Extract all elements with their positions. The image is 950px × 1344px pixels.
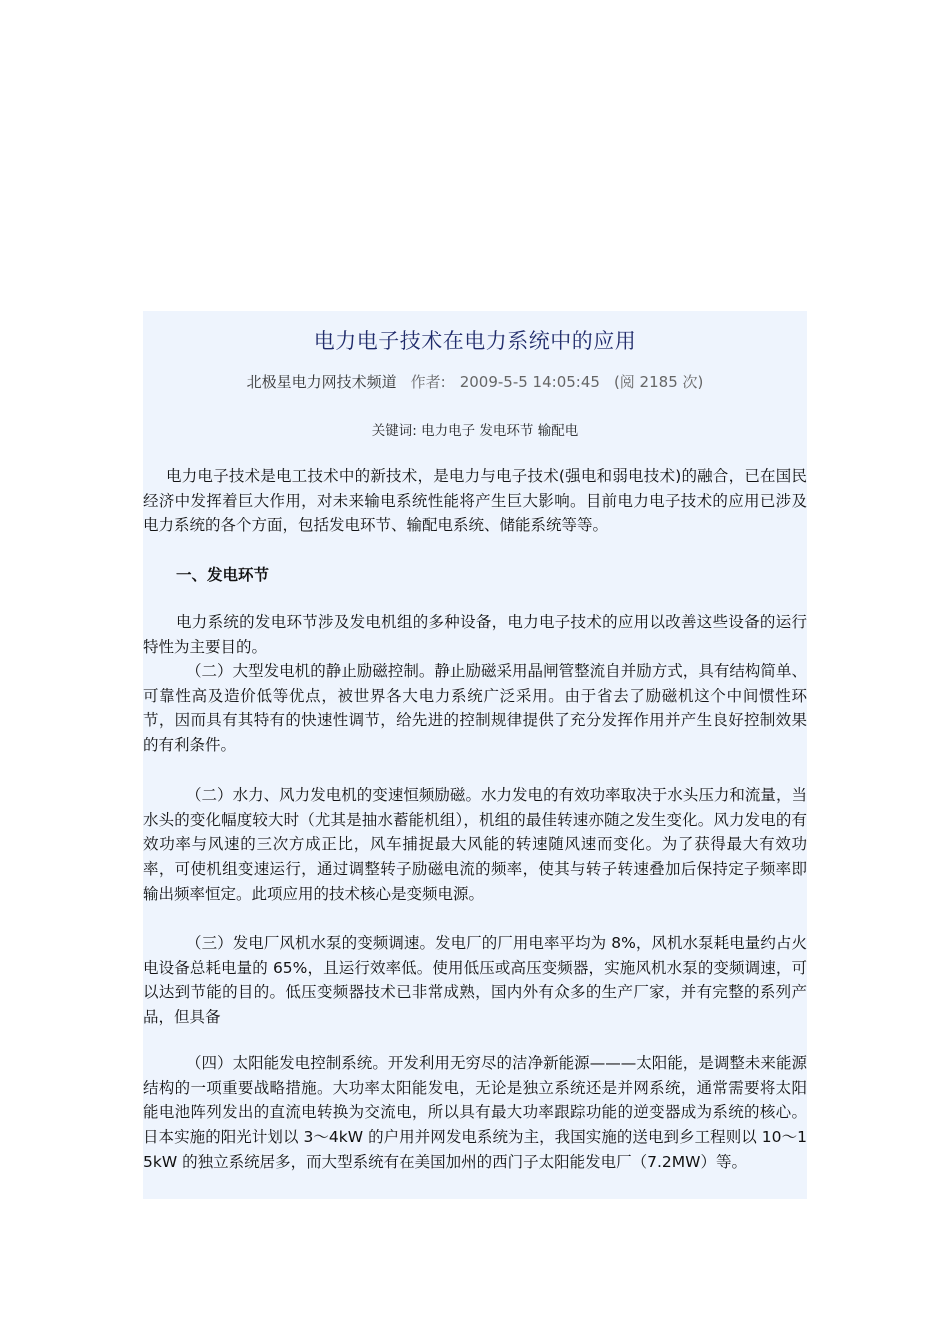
section-paragraph-1: 电力系统的发电环节涉及发电机组的多种设备，电力电子技术的应用以改善这些设备的运行特性为主要目的。 — [143, 613, 807, 656]
article-meta — [143, 371, 807, 392]
article-panel — [143, 311, 807, 1199]
article-title: 电力电子技术在电力系统中的应用 — [313, 329, 637, 353]
article-keywords: 关键词: 电力电子 发电环节 输配电 — [371, 423, 579, 439]
section-paragraph-4: （三）发电厂风机水泵的变频调速。发电厂的厂用电率平均为 8%，风机水泵耗电量约占火电设备总耗电量的 65%，且运行效率低。使用低压或高压变频器，实施风机水泵的变频调速，可以达到节能的目的。低压变频器技术已非常成熟，国内外有众多的生产厂家，并有完整的系列产品，但具备 — [143, 934, 807, 1027]
view-count: (阅 2185 次) — [613, 373, 704, 391]
publish-datetime: 2009-5-5 14:05:45 — [459, 373, 600, 391]
section-heading-generation: 一、发电环节 — [176, 566, 270, 584]
section-paragraph-2: （二）大型发电机的静止励磁控制。静止励磁采用晶闸管整流自并励方式，具有结构简单、可靠性高及造价低等优点，被世界各大电力系统广泛采用。由于省去了励磁机这个中间惯性环节，因而具有其特有的快速性调节，给先进的控制规律提供了充分发挥作用并产生良好控制效果的有利条件。 — [143, 662, 807, 755]
section-paragraph-5: （四）太阳能发电控制系统。开发利用无穷尽的洁净新能源———太阳能，是调整未来能源结构的一项重要战略措施。大功率太阳能发电，无论是独立系统还是并网系统，通常需要将太阳能电池阵列发出的直流电转换为交流电，所以具有最大功率跟踪功能的逆变器成为系统的核心。日本实施的阳光计划以 3～4kW 的户用并网发电系统为主，我国实施的送电到乡工程则以 10～15kW 的独立系统居多，而大型系统有在美国加州的西门子太阳能发电厂（7.2MW）等。 — [143, 1054, 807, 1171]
author-label: 作者: — [410, 373, 446, 391]
article-source: 北极星电力网技术频道 — [246, 373, 397, 391]
intro-paragraph: 电力电子技术是电工技术中的新技术，是电力与电子技术(强电和弱电技术)的融合，已在国民经济中发挥着巨大作用，对未来输电系统性能将产生巨大影响。目前电力电子技术的应用已涉及电力系统的各个方面，包括发电环节、输配电系统、储能系统等等。 — [143, 467, 807, 535]
section-paragraph-3: （二）水力、风力发电机的变速恒频励磁。水力发电的有效功率取决于水头压力和流量，当水头的变化幅度较大时（尤其是抽水蓄能机组），机组的最佳转速亦随之发生变化。风力发电的有效功率与风速的三次方成正比，风车捕捉最大风能的转速随风速而变化。为了获得最大有效功率，可使机组变速运行，通过调整转子励磁电流的频率，使其与转子转速叠加后保持定子频率即输出频率恒定。此项应用的技术核心是变频电源。 — [143, 786, 807, 903]
